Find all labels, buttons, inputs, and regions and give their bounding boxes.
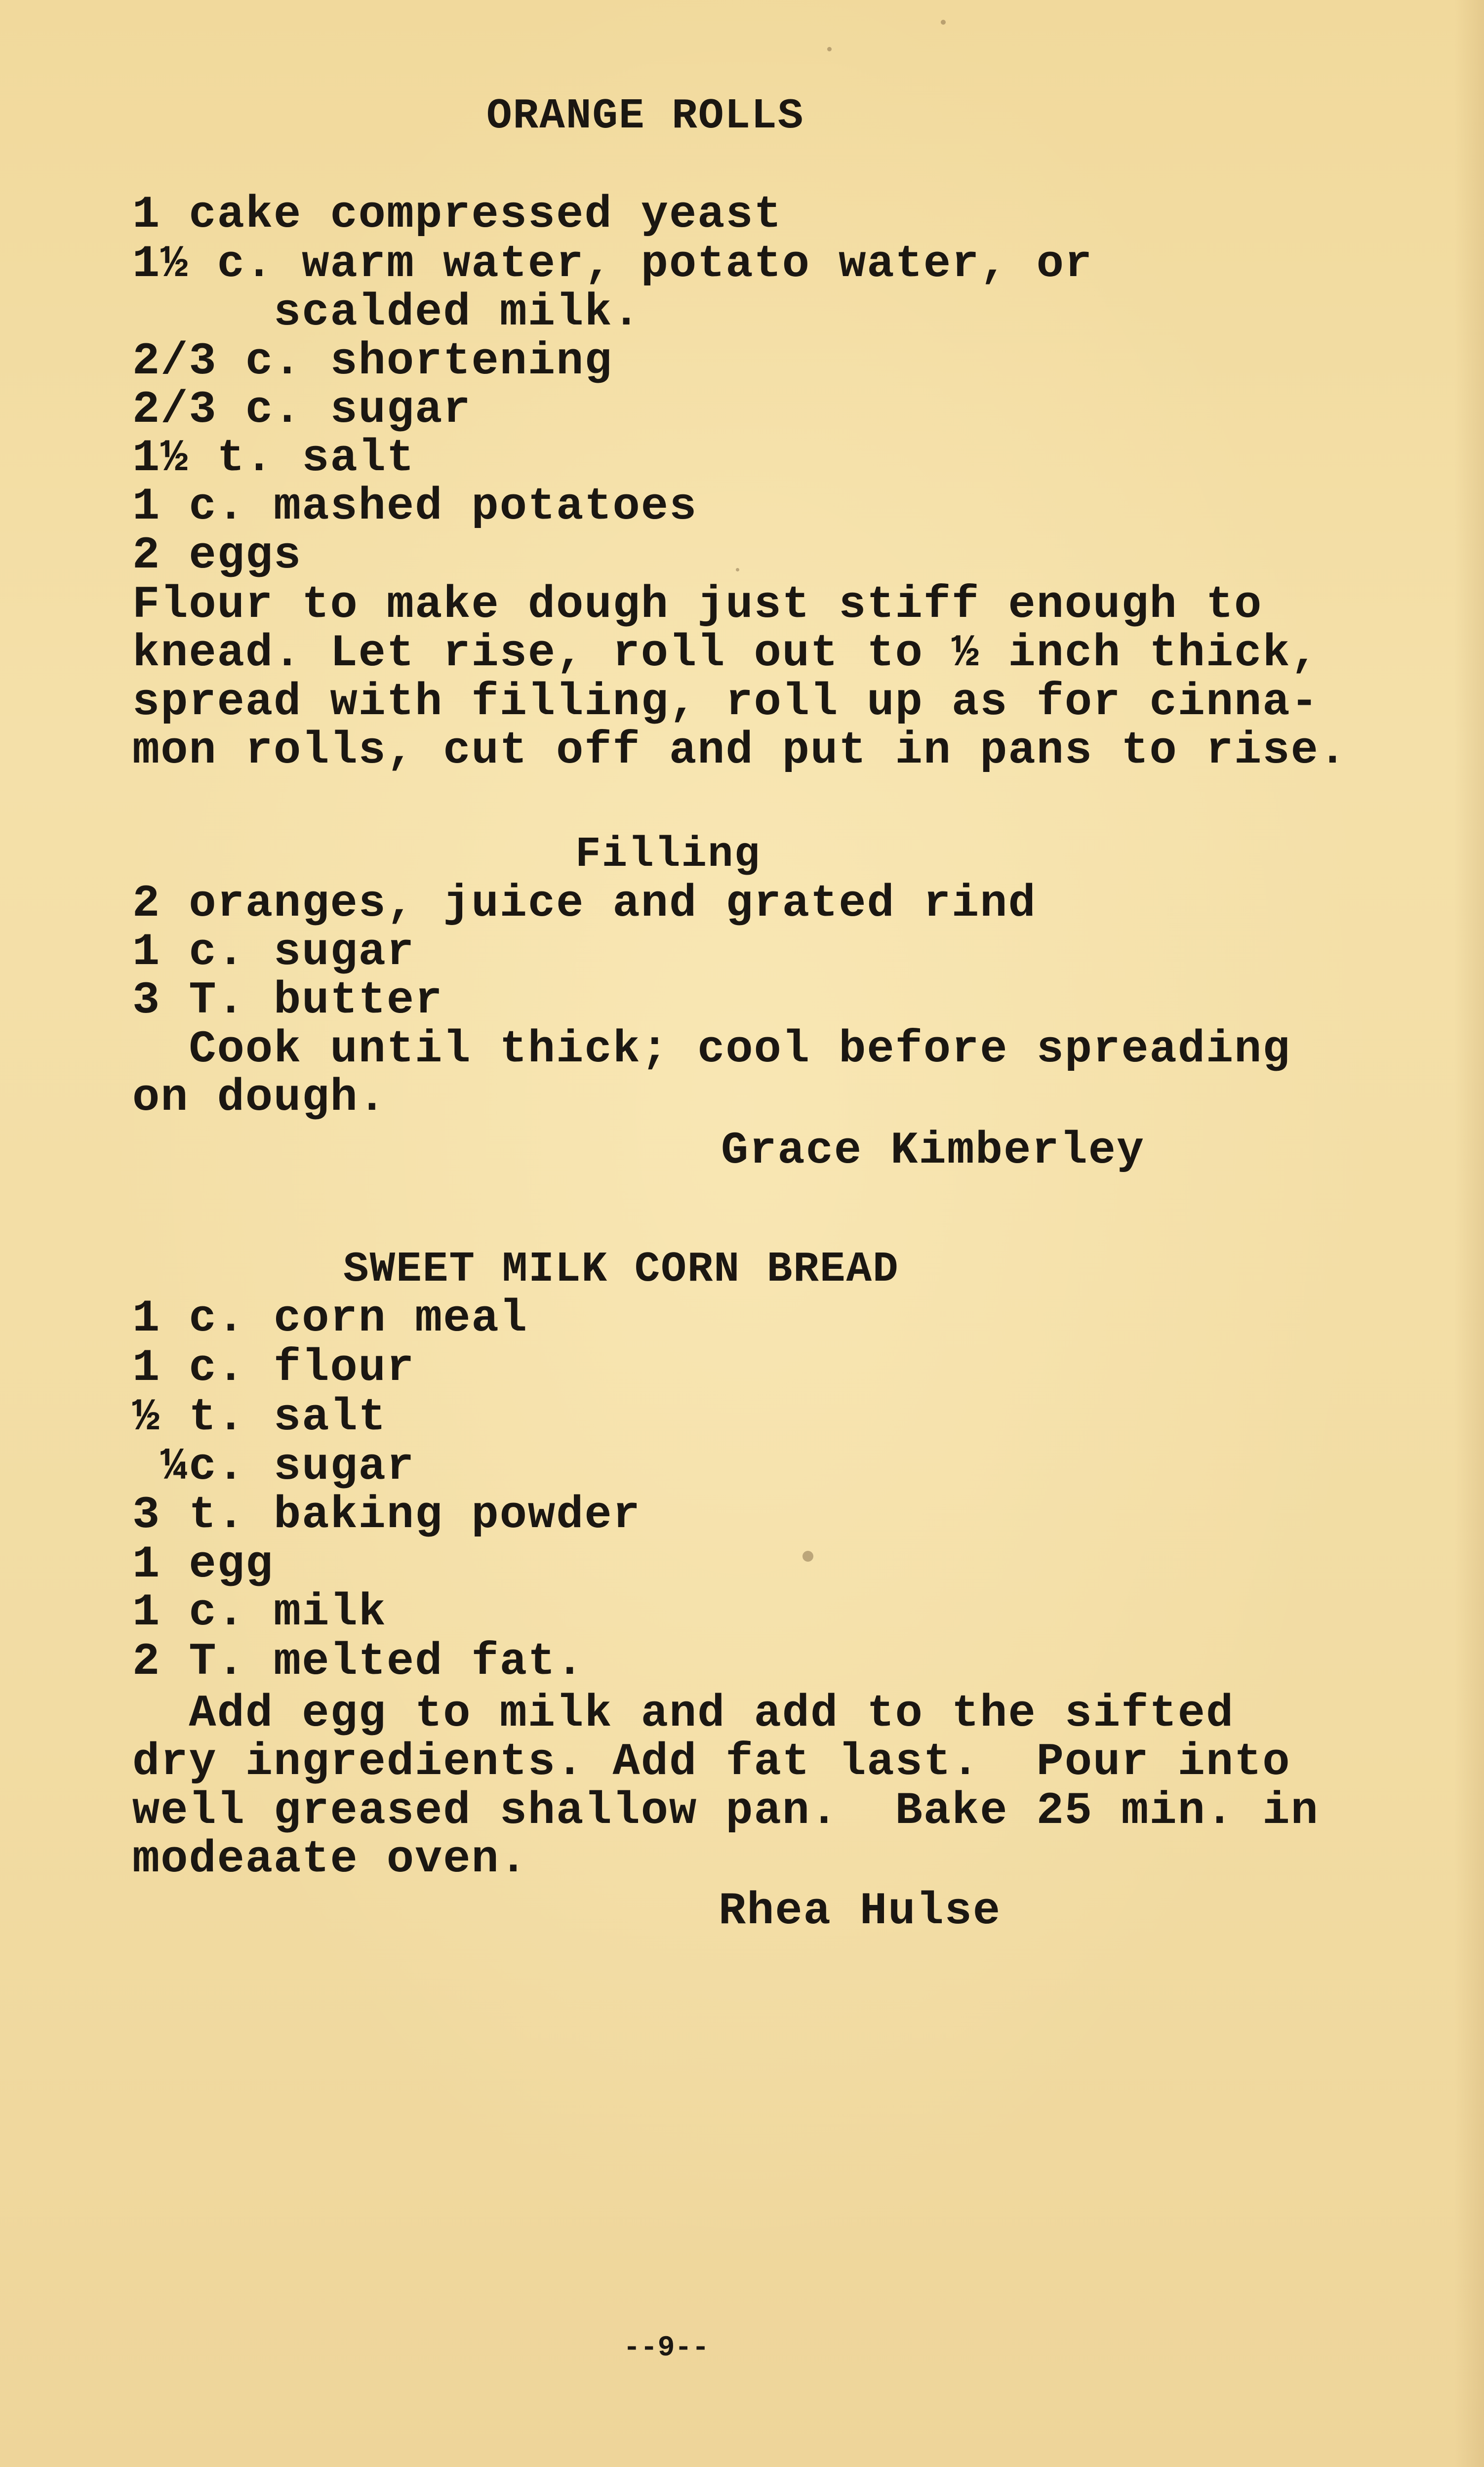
ingredient-line: 2/3 c. shortening xyxy=(132,335,613,387)
filling-ingredient-line: 2 oranges, juice and grated rind xyxy=(132,878,1037,930)
page-edge-shadow xyxy=(1454,0,1484,2467)
ingredient-line: 3 t. baking powder xyxy=(132,1489,641,1541)
instruction-line: Add egg to milk and add to the sifted xyxy=(132,1688,1235,1739)
filling-title: Filling xyxy=(575,830,761,879)
filling-instruction-line: Cook until thick; cool before spreading xyxy=(132,1023,1291,1075)
recipe-author: Rhea Hulse xyxy=(719,1885,1002,1937)
ingredient-line: ¼c. sugar xyxy=(132,1441,415,1493)
paper-speck xyxy=(827,47,832,51)
ingredient-line: scalded milk. xyxy=(132,286,641,338)
ingredient-line: 1 c. milk xyxy=(132,1586,387,1638)
filling-ingredient-line: 3 T. butter xyxy=(132,974,443,1026)
ingredient-line: 1½ c. warm water, potato water, or xyxy=(132,238,1093,290)
ingredient-line: ½ t. salt xyxy=(132,1391,387,1443)
ingredient-line: 2 T. melted fat. xyxy=(132,1636,585,1688)
recipe-title-corn-bread: SWEET MILK CORN BREAD xyxy=(343,1245,899,1294)
instruction-line: mon rolls, cut off and put in pans to rise. xyxy=(132,725,1347,776)
instruction-line: dry ingredients. Add fat last. Pour into xyxy=(132,1736,1291,1788)
instruction-line: Flour to make dough just stiff enough to xyxy=(132,579,1263,631)
ingredient-line: 1 egg xyxy=(132,1538,274,1590)
instruction-line: modeaate oven. xyxy=(132,1833,528,1885)
ingredient-line: 1 c. corn meal xyxy=(132,1293,528,1344)
ingredient-line: 1½ t. salt xyxy=(132,432,415,484)
ingredient-line: 2/3 c. sugar xyxy=(132,384,472,436)
paper-speck xyxy=(736,568,739,571)
recipe-author: Grace Kimberley xyxy=(721,1125,1145,1176)
instruction-line: knead. Let rise, roll out to ½ inch thick, xyxy=(132,627,1319,679)
filling-ingredient-line: 1 c. sugar xyxy=(132,926,415,978)
ingredient-line: 1 cake compressed yeast xyxy=(132,189,782,241)
ingredient-line: 1 c. flour xyxy=(132,1342,415,1394)
recipe-title-orange-rolls: ORANGE ROLLS xyxy=(486,92,804,140)
paper-speck xyxy=(941,20,946,25)
instruction-line: well greased shallow pan. Bake 25 min. in xyxy=(132,1785,1319,1837)
page-number: --9-- xyxy=(623,2332,710,2364)
ingredient-line: 1 c. mashed potatoes xyxy=(132,481,698,532)
filling-instruction-line: on dough. xyxy=(132,1072,387,1124)
instruction-line: spread with filling, roll up as for cinna- xyxy=(132,676,1319,728)
ingredient-line: 2 eggs xyxy=(132,529,302,581)
paper-speck xyxy=(802,1551,813,1562)
